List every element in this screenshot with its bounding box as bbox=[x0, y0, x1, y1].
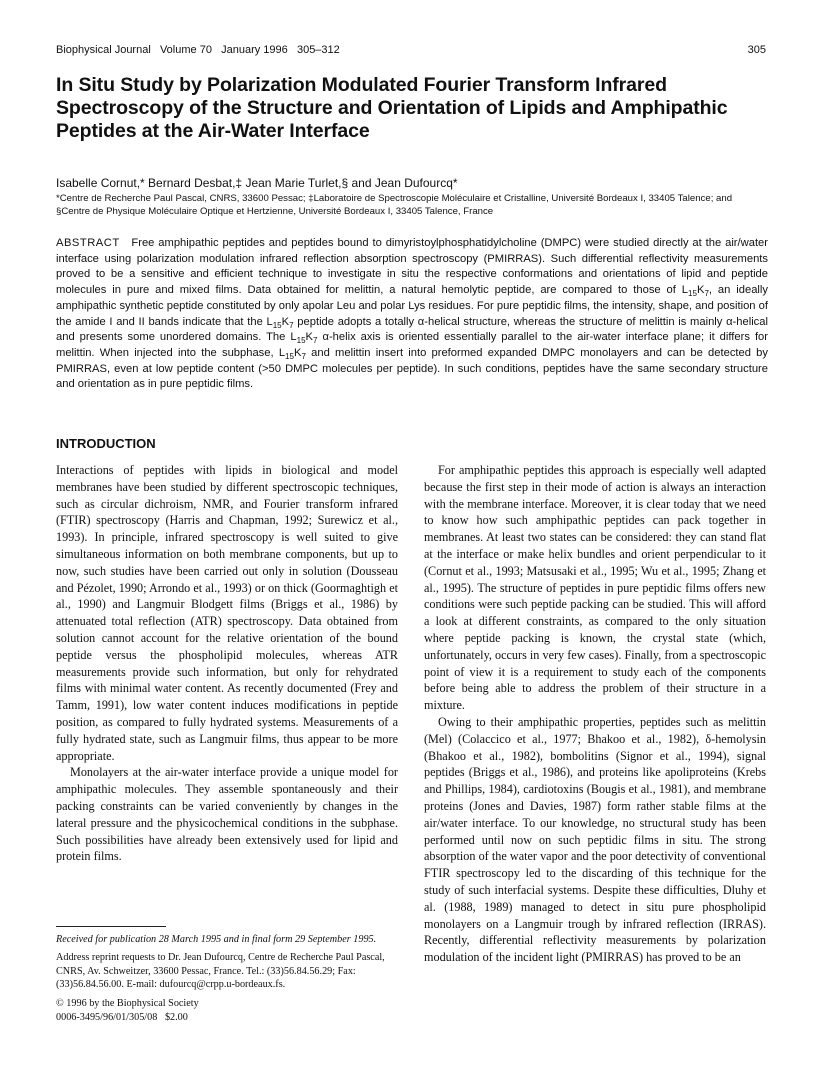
affiliations: *Centre de Recherche Paul Pascal, CNRS, 33600 Pessac; ‡Laboratoire de Spectroscopie Moléculaire et Cristalline, Université Bordeaux I, 33405 Talence; and §Centre de Physique Moléculaire Optique et Hertzienne, Université Bordeaux I, 33405 Talence, France bbox=[56, 193, 733, 217]
body-paragraph: Monolayers at the air-water interface provide a unique model for amphipathic molecules. They assemble spontaneously and their packing constraints can be varied conveniently by changes in the lateral pressure and the physicochemical conditions in the subphase. Such possibilities have already been extensively used for lipid and protein films. bbox=[56, 765, 398, 864]
journal-name: Biophysical Journal bbox=[56, 44, 151, 56]
page-number: 305 bbox=[747, 44, 766, 56]
article-code: 0006-3495/96/01/305/08 $2.00 bbox=[56, 1012, 188, 1024]
abstract-label: ABSTRACT bbox=[56, 237, 120, 249]
journal-volume: Volume 70 bbox=[159, 44, 212, 56]
author-list: Isabelle Cornut,* Bernard Desbat,‡ Jean Marie Turlet,§ and Jean Dufourcq* bbox=[56, 176, 458, 190]
received-note: Received for publication 28 March 1995 and in final form 29 September 1995. bbox=[56, 934, 377, 945]
journal-pages: 305–312 bbox=[296, 44, 340, 56]
journal-date: January 1996 bbox=[221, 44, 288, 56]
running-header bbox=[56, 44, 766, 58]
body-paragraph: Interactions of peptides with lipids in biological and model membranes have been studied by different spectroscopic techniques, such as circular dichroism, NMR, and Fourier transform infrared (FTIR) spectroscopy (Harris and Chapman, 1992; Surewicz et al., 1993). In principle, infrared spectroscopy is well suited to give simultaneous information on both membrane components, but up to now, such studies have been carried out only in solution (Dousseau and Pézolet, 1990; Arrondo et al., 1993) or on thick (Goormaghtigh et al., 1990) and Langmuir Blodgett films (Briggs et al., 1986) by attenuated total reflection (ATR) spectroscopy. Data obtained from solution cannot account for the relative orientation of the bound peptide versus the phospholipid molecules, whereas ATR measurements provide such information, but only for rehydrated films with minimal water content. As recently documented (Frey and Tamm, 1991), low water content induces modifications in peptide position, as compared to fully hydrated systems. Measurements of a fully hydrated state, such as Langmuir films, thus appear to be more appropriate. bbox=[56, 463, 398, 763]
article-title: In Situ Study by Polarization Modulated Fourier Transform Infrared Spectroscopy of the Structure and Orientation of Lipids and Amphipathic Peptides at the Air-Water Interface bbox=[56, 74, 728, 142]
left-column bbox=[56, 462, 398, 865]
footnotes bbox=[56, 933, 398, 1029]
section-heading-introduction: INTRODUCTION bbox=[56, 436, 156, 451]
right-column bbox=[424, 462, 766, 966]
body-paragraph: For amphipathic peptides this approach is especially well adapted because the first step in their mode of action is always an interaction with the membrane interface. Moreover, it is clear today that we need to know how such amphipathic peptides can pack together in membranes. At least two states can be considered: they can stand flat at the interface or make helix bundles and orient perpendicular to it (Cornut et al., 1993; Matsusaki et al., 1995; Wu et al., 1995; Zhang et al., 1995). The structure of peptides in pure peptidic films offers new conditions were such peptide packing can be studied. This will afford a look at different constraints, as compared to the only situation where peptide packing is known, the crystal state (which, unfortunately, occurs in very few cases). Finally, from a spectroscopic point of view it is a requirement to study each of the components before being able to address the problem of their structure in a mixture. bbox=[424, 463, 766, 713]
body-paragraph: Owing to their amphipathic properties, peptides such as melittin (Mel) (Colaccico et al., 1977; Bhakoo et al., 1982), δ-hemolysin (Bhakoo et al., 1982), bombolitins (Signor et al., 1994), signal peptides (Briggs et al., 1986), and proteins like apoliproteins (Krebs and Phillips, 1984), cardiotoxins (Bougis et al., 1981), and membrane proteins (Jones and Davies, 1987) form rather stable films at the air/water interface. To our knowledge, no structural study has been performed until now on such peptidic films in situ. The strong absorption of the water vapor and the poor detectivity of conventional FTIR spectroscopy led to the discarding of this technique for the study of such interfacial systems. Despite these difficulties, Dluhy et al. (1988, 1989) managed to detect in situ pure phospholipid monolayers on a Langmuir trough by infrared reflection (IRRAS). Recently, differential reflectivity measurements by polarization modulation of the incident light (PMIRRAS) has proved to be an bbox=[424, 714, 766, 965]
abstract: ABSTRACT Free amphipathic peptides and peptides bound to dimyristoylphosphatidylcholine (DMPC) were studied directly at the air/water interface using polarization modulation infrared reflection absorption spectroscopy (PMIRRAS). Such differential reflectivity measurements proved to be a sensitive and efficient technique to investigate in situ the respective conformations and orientations of lipid and peptide molecules in pure and mixed films. Data obtained for melittin, a natural hemolytic peptide, are compared to those of $L_{15}K_7$, an ideally amphipathic synthetic peptide constituted by only apolar Leu and polar Lys residues. For pure peptidic films, the intensity, shape, and position of the amide I and II bands indicate that the $L_{15}K_7$ peptide adopts a totally α-helical structure, whereas the structure of melittin is mainly α-helical and presents some unordered domains. The $L_{15}K_7$ α-helix axis is oriented essentially parallel to the air-water interface plane; it differs for melittin. When injected into the subphase, $L_{15}K_7$ and melittin insert into preformed expanded DMPC monolayers and can be detected by PMIRRAS, even at low peptide content (>50 DMPC molecules per peptide). In such conditions, peptides have the same secondary structure and orientation as in pure peptidic films. bbox=[56, 237, 769, 391]
copyright-note: © 1996 by the Biophysical Society bbox=[56, 997, 199, 1009]
footnote-divider bbox=[56, 926, 166, 927]
reprint-note: Address reprint requests to Dr. Jean Dufourcq, Centre de Recherche Paul Pascal, CNRS, Av. Schweitzer, 33600 Pessac, France. Tel.: (33)56.84.56.29; Fax: (33)56.84.56.00. E-mail: dufourcq@crpp.u-bordeaux.fs. bbox=[56, 952, 385, 991]
journal-citation bbox=[56, 44, 340, 56]
